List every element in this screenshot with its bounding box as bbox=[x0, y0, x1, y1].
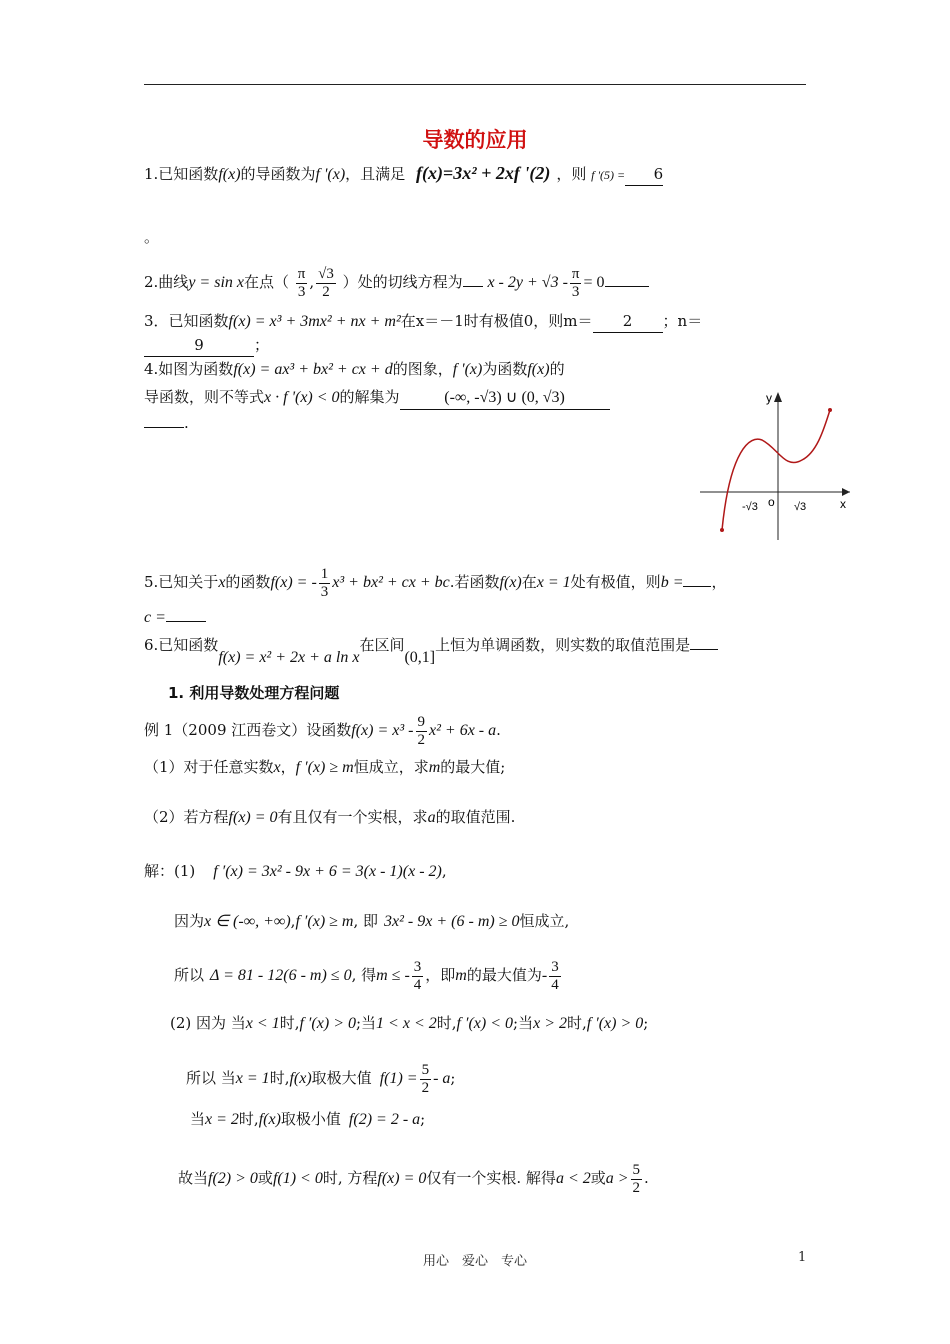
x-label: x bbox=[840, 497, 846, 511]
answer-blank[interactable]: 2 bbox=[593, 310, 663, 333]
example-1-part-1: （1）对于任意实数x，f ′(x) ≥ m恒成立，求m的最大值; bbox=[144, 758, 506, 776]
solution-line-7: 故当f(2) > 0或f(1) < 0时, 方程f(x) = 0仅有一个实根. 解得a < 2或a > $\frac{5}{2}$ . bbox=[178, 1161, 649, 1196]
question-5: 5.已知关于x的函数f(x) = - $\frac{1}{3}$ x³ + bx² + cx + bc.若函数f(x)在x = 1处有极值，则b = ， bbox=[144, 565, 727, 600]
question-2: 2.曲线y = sin x在点（ $\frac{\pi}{3}$ , $\frac{√3}{2}$ ）处的切线方程为 x - 2y + √3 - $\frac{\pi}{3}$ = 0 bbox=[144, 262, 649, 303]
x-axis-arrow bbox=[842, 488, 850, 496]
section-heading: 1. 利用导数处理方程问题 bbox=[168, 684, 340, 702]
solution-line-4: (2) 因为 当x < 1时,f ′(x) > 0;当1 < x < 2时,f ′(x) < 0;当x > 2时,f ′(x) > 0; bbox=[170, 1014, 649, 1032]
origin-label: o bbox=[768, 495, 775, 509]
solution-line-1: 解：(1) f ′(x) = 3x² - 9x + 6 = 3(x - 1)(x - 2), bbox=[144, 862, 447, 880]
y-label: y bbox=[766, 391, 772, 405]
fraction: $\frac{\pi}{3}$ bbox=[297, 265, 306, 300]
solution-line-5: 所以 当x = 1时,f(x)取极大值 f(1) = $\frac{5}{2}$ - a; bbox=[186, 1061, 456, 1096]
fraction: $\frac{1}{3}$ bbox=[320, 565, 329, 600]
solution-line-6: 当x = 2时,f(x)取极小值 f(2) = 2 - a; bbox=[190, 1110, 426, 1128]
fraction: $\frac{\pi}{3}$ bbox=[571, 265, 580, 300]
page-footer: 用心 爱心 专心 bbox=[422, 1254, 527, 1269]
question-3: 3．已知函数f(x) = x³ + 3mx² + nx + m²在x＝－1时有极值0，则m＝ 2 ；n＝ bbox=[144, 310, 702, 333]
tick-pos-sqrt3: √3 bbox=[794, 501, 807, 513]
curve-endpoint bbox=[720, 528, 724, 532]
fraction: $\frac{3}{4}$ bbox=[551, 958, 559, 993]
question-6: 6.已知函数f(x) = x² + 2x + a ln x在区间(0,1]上恒为单调函数，则实数的取值范围是 bbox=[144, 634, 718, 657]
answer-blank[interactable]: 6 bbox=[625, 163, 663, 186]
example-1-part-2: （2）若方程f(x) = 0有且仅有一个实根，求a的取值范围. bbox=[144, 808, 516, 826]
function-graph bbox=[700, 380, 860, 545]
answer-blank[interactable]: (-∞, -√3) ∪ (0, √3) bbox=[400, 387, 610, 410]
fraction: $\frac{9}{2}$ bbox=[417, 713, 425, 748]
tick-neg-sqrt3: -√3 bbox=[742, 501, 758, 513]
page-number: 1 bbox=[798, 1250, 807, 1265]
answer-blank[interactable] bbox=[166, 621, 206, 622]
fraction: $\frac{5}{2}$ bbox=[421, 1061, 430, 1096]
y-axis-arrow bbox=[774, 392, 782, 402]
solution-line-3: 所以 Δ = 81 - 12(6 - m) ≤ 0, 得m ≤ - $\frac{3}{4}$ ，即m的最大值为- $\frac{3}{4}$ bbox=[174, 958, 559, 993]
header-rule bbox=[144, 84, 806, 85]
answer-blank[interactable]: 9 bbox=[144, 334, 254, 357]
curve-endpoint bbox=[828, 408, 832, 412]
curve bbox=[722, 410, 830, 530]
fraction: $\frac{√3}{2}$ bbox=[318, 265, 334, 300]
example-1: 例 1（2009 江西卷文）设函数f(x) = x³ - $\frac{9}{2}$ x² + 6x - a. bbox=[144, 713, 501, 748]
question-4: 4.如图为函数f(x) = ax³ + bx² + cx + d的图象，f '(x)为函数f(x)的 bbox=[144, 360, 565, 378]
fraction: $\frac{5}{2}$ bbox=[632, 1161, 641, 1196]
page-title: 导数的应用 bbox=[422, 128, 528, 152]
fraction: $\frac{3}{4}$ bbox=[413, 958, 422, 993]
solution-line-2: 因为x ∈ (-∞, +∞),f ′(x) ≥ m, 即 3x² - 9x + (6 - m) ≥ 0恒成立, bbox=[174, 912, 570, 930]
question-1: 1.已知函数f(x)的导函数为f '(x)，且满足 f(x)=3x² + 2xf '(2) ，则 f '(5) = 6 bbox=[144, 162, 663, 186]
